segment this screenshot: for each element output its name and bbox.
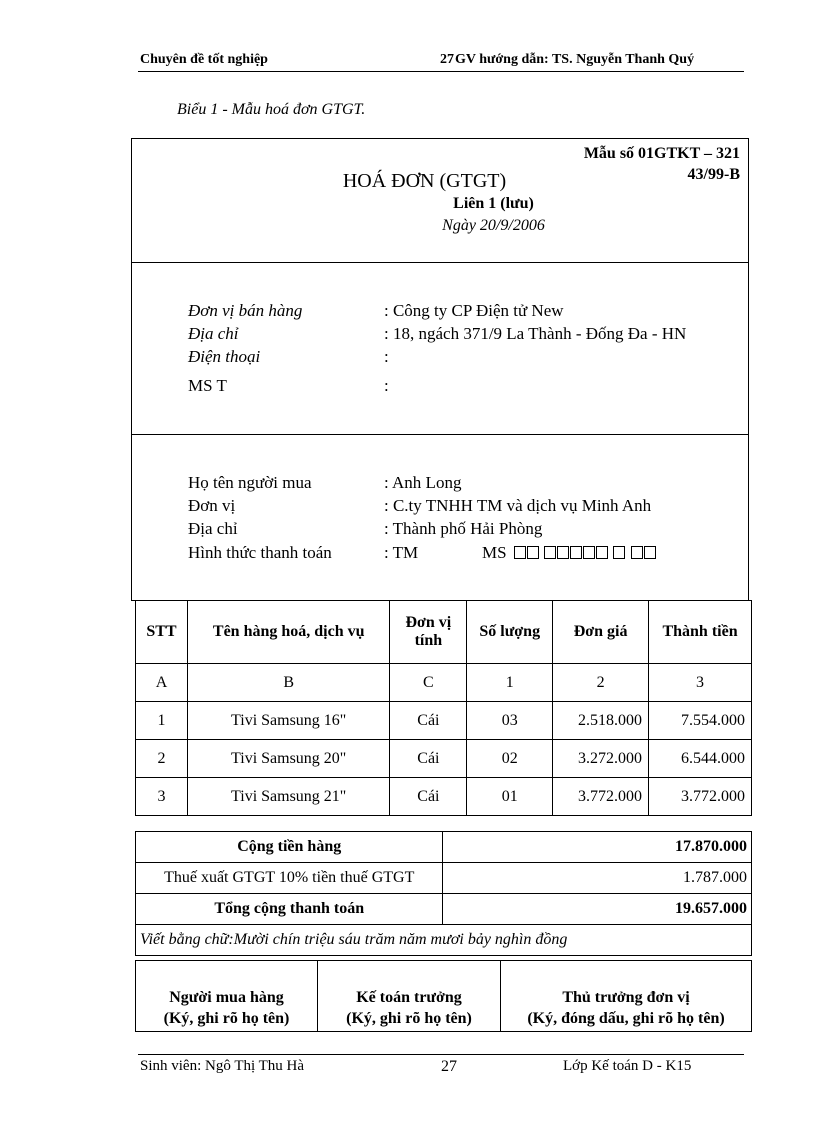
row-unit: Cái: [390, 702, 467, 740]
footer-class: Lớp Kế toán D - K15: [563, 1058, 692, 1074]
row-price: 2.518.000: [553, 702, 649, 740]
totals-table: [135, 831, 752, 956]
seller-box: [131, 262, 749, 435]
seller-name-label: Đơn vị bán hàng: [188, 301, 303, 320]
row-unit: Cái: [390, 740, 467, 778]
buyer-address-label: Địa chỉ: [188, 519, 238, 538]
seller-phone-value: :: [384, 347, 389, 366]
seller-address-label: Địa chỉ: [188, 324, 239, 343]
invoice-title: HOÁ ĐƠN (GTGT): [342, 170, 507, 192]
grand-total-row: [136, 894, 752, 925]
code-cell: A: [136, 664, 188, 702]
seller-phone-label: Điện thoại: [188, 347, 261, 366]
form-code: Mẫu số 01GTKT – 321: [583, 145, 740, 162]
row-amount: 3.772.000: [649, 778, 752, 816]
invoice-header-box: [131, 138, 749, 263]
signature-director: [500, 960, 752, 1032]
tax-code-boxes: [514, 543, 657, 562]
buyer-name-label: Họ tên người mua: [188, 473, 312, 492]
code-cell: 2: [553, 664, 649, 702]
grand-total-value: 19.657.000: [443, 894, 752, 925]
row-stt: 3: [136, 778, 188, 816]
code-cell: 1: [467, 664, 553, 702]
col-header-amount: Thành tiền: [649, 601, 752, 664]
footer-student: Sinh viên: Ngô Thị Thu Hà: [140, 1058, 305, 1074]
signature-accountant-title: Kế toán trưởng: [356, 989, 462, 1006]
row-amount: 7.554.000: [649, 702, 752, 740]
buyer-address-value: : Thành phố Hải Phòng: [384, 519, 543, 538]
signature-buyer-title: Người mua hàng: [169, 989, 284, 1006]
buyer-tax-code: [482, 543, 657, 563]
code-cell: C: [390, 664, 467, 702]
seller-tax-value: :: [384, 376, 389, 395]
buyer-payment-label: Hình thức thanh toán: [188, 543, 332, 562]
buyer-unit-value: : C.ty TNHH TM và dịch vụ Minh Anh: [384, 496, 652, 515]
amount-in-words-row: [136, 925, 752, 956]
signature-accountant-note: (Ký, ghi rõ họ tên): [346, 1010, 472, 1027]
row-price: 3.272.000: [553, 740, 649, 778]
row-stt: 2: [136, 740, 188, 778]
caption: Biểu 1 - Mẫu hoá đơn GTGT.: [177, 101, 366, 118]
buyer-payment-value: : TM: [384, 543, 419, 562]
header-right: GV hướng dẫn: TS. Nguyễn Thanh Quý: [455, 52, 695, 67]
table-header-row: [136, 601, 752, 664]
signature-director-note: (Ký, đóng dấu, ghi rõ họ tên): [527, 1010, 725, 1027]
amount-in-words: Viết bằng chữ:Mười chín triệu sáu trăm năm mươi bảy nghìn đồng: [136, 925, 752, 956]
signature-buyer-note: (Ký, ghi rõ họ tên): [163, 1010, 290, 1027]
col-header-name: Tên hàng hoá, dịch vụ: [187, 601, 390, 664]
buyer-tax-code-label: MS: [482, 543, 507, 562]
vat-value: 1.787.000: [443, 863, 752, 894]
row-unit: Cái: [390, 778, 467, 816]
signature-accountant: [317, 960, 501, 1032]
col-header-qty: Số lượng: [467, 601, 553, 664]
vat-label: Thuế xuất GTGT 10% tiền thuế GTGT: [136, 863, 443, 894]
row-stt: 1: [136, 702, 188, 740]
seller-address-value: : 18, ngách 371/9 La Thành - Đống Đa - HN: [384, 324, 687, 343]
invoice-date: Ngày 20/9/2006: [442, 217, 545, 234]
seller-tax-label: MS T: [188, 376, 227, 395]
row-qty: 02: [467, 740, 553, 778]
row-item-name: Tivi Samsung 21": [187, 778, 390, 816]
vat-row: [136, 863, 752, 894]
table-code-row: [136, 664, 752, 702]
subtotal-row: [136, 832, 752, 863]
row-item-name: Tivi Samsung 20": [187, 740, 390, 778]
seller-name-value: : Công ty CP Điện tử New: [384, 301, 564, 320]
row-item-name: Tivi Samsung 16": [187, 702, 390, 740]
row-amount: 6.544.000: [649, 740, 752, 778]
header-page-number: 27: [440, 52, 454, 67]
buyer-unit-label: Đơn vị: [188, 496, 236, 515]
footer-page-number: 27: [441, 1058, 457, 1075]
row-price: 3.772.000: [553, 778, 649, 816]
subtotal-label: Cộng tiền hàng: [136, 832, 443, 863]
form-sub-code: 43/99-B: [687, 166, 740, 183]
row-qty: 01: [467, 778, 553, 816]
col-header-stt: STT: [136, 601, 188, 664]
row-qty: 03: [467, 702, 553, 740]
header-left: Chuyên đề tốt nghiệp: [140, 52, 268, 67]
table-row: [136, 702, 752, 740]
table-row: [136, 740, 752, 778]
goods-table: [135, 600, 752, 816]
invoice-copy: Liên 1 (lưu): [453, 195, 534, 212]
header-rule: [138, 71, 744, 72]
col-header-price: Đơn giá: [553, 601, 649, 664]
grand-total-label: Tổng cộng thanh toán: [136, 894, 443, 925]
footer-rule: [138, 1054, 744, 1055]
table-row: [136, 778, 752, 816]
buyer-name-value: : Anh Long: [384, 473, 462, 492]
subtotal-value: 17.870.000: [443, 832, 752, 863]
buyer-box: [131, 434, 749, 601]
col-header-unit: Đơn vị tính: [390, 601, 467, 664]
code-cell: 3: [649, 664, 752, 702]
code-cell: B: [187, 664, 390, 702]
signature-director-title: Thủ trưởng đơn vị: [562, 989, 690, 1006]
signature-buyer: [135, 960, 318, 1032]
